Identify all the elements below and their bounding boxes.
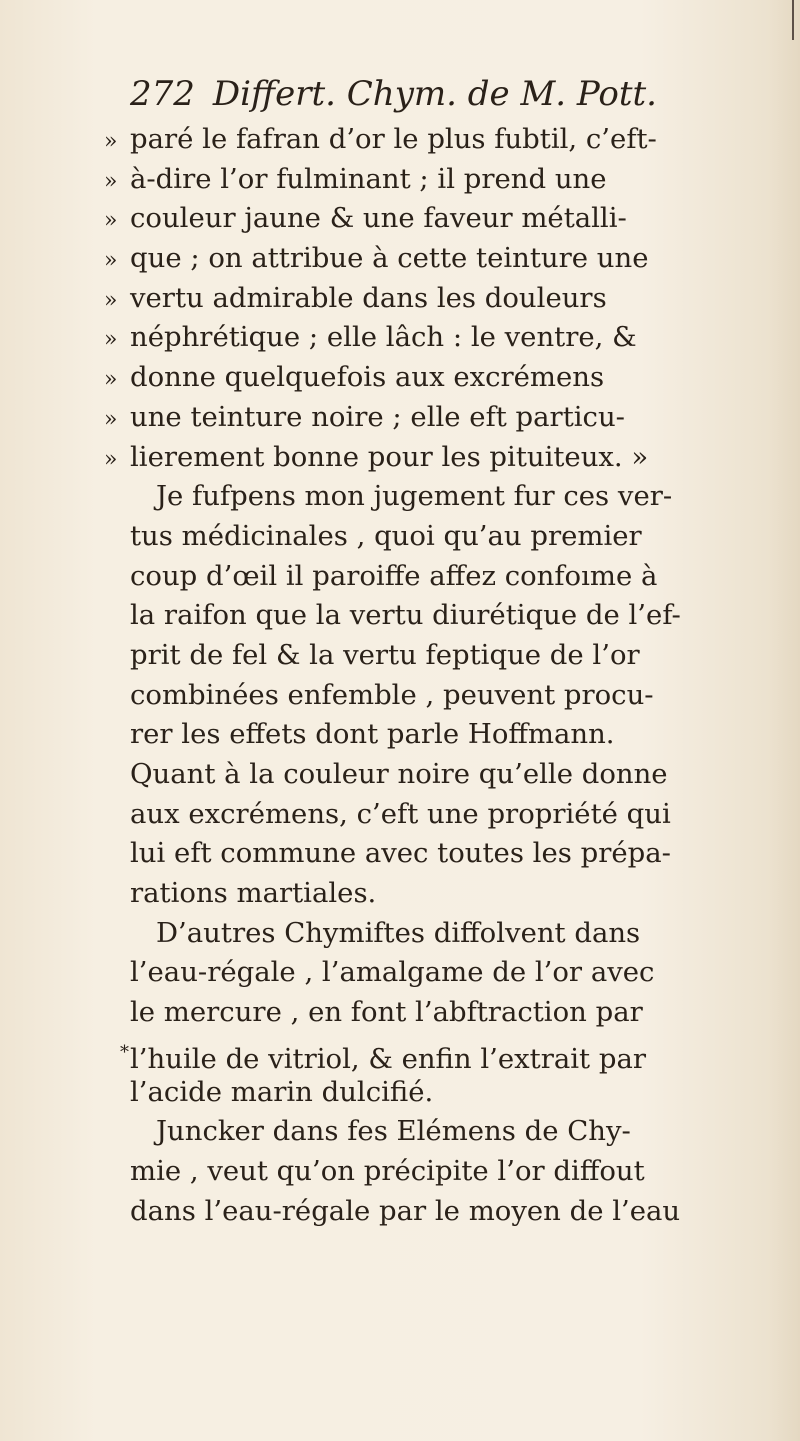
- text-line: [130, 596, 730, 636]
- text-line: [130, 557, 730, 597]
- text-line: [120, 1033, 730, 1075]
- line-text: à-dire l’or fulminant ; il prend une: [130, 162, 607, 195]
- line-text: néphrétique ; elle lâch : le ventre, &: [130, 321, 637, 354]
- quote-mark: »: [104, 367, 118, 393]
- text-line: [130, 993, 730, 1033]
- text-line: [130, 795, 730, 835]
- text-line: [130, 517, 730, 557]
- line-text: Juncker dans fes Elémens de Chy-: [156, 1115, 631, 1148]
- quote-mark: »: [104, 208, 118, 234]
- text-line: [130, 953, 730, 993]
- line-text: prit de fel & la vertu feptique de l’or: [130, 638, 640, 671]
- line-text: rations martiales.: [130, 877, 377, 910]
- quote-mark: »: [104, 406, 118, 432]
- line-text: aux excrémens, c’eft une propriété qui: [130, 797, 671, 830]
- text-line: [104, 438, 730, 478]
- text-line: [130, 1152, 730, 1192]
- line-text: Quant à la couleur noire qu’elle donne: [130, 758, 668, 790]
- running-title: Differt. Chym. de M. Pott.: [212, 74, 657, 114]
- text-line: [104, 199, 730, 239]
- line-text: l’acide marin dulcifié.: [130, 1075, 434, 1108]
- line-text: dans l’eau-régale par le moyen de l’eau: [130, 1194, 681, 1227]
- line-text: lierement bonne pour les pituiteux. »: [130, 440, 649, 473]
- line-text: rer les effets dont parle Hoffmann.: [130, 718, 615, 751]
- line-text: donne quelquefois aux excrémens: [130, 361, 605, 394]
- line-text: paré le fafran d’or le plus fubtil, c’eft-: [130, 123, 657, 155]
- running-header: [130, 70, 730, 118]
- text-line: [104, 279, 730, 319]
- line-text: que ; on attribue à cette teinture une: [130, 242, 649, 275]
- text-line: [104, 160, 730, 200]
- text-line: [130, 1112, 730, 1152]
- quote-mark: »: [104, 248, 118, 274]
- page-number: 272: [130, 74, 195, 114]
- line-text: mie , veut qu’on précipite l’or diffout: [130, 1154, 645, 1187]
- line-text: une teinture noire ; elle eft particu-: [130, 400, 625, 433]
- page-edge-line: [792, 0, 794, 40]
- line-text: Je fufpens mon jugement fur ces ver-: [156, 480, 673, 513]
- line-text: l’eau-régale , l’amalgame de l’or avec: [130, 956, 655, 989]
- text-line: [130, 755, 730, 795]
- quote-mark: »: [104, 327, 118, 353]
- text-line: [130, 636, 730, 676]
- line-text: lui eft commune avec toutes les prépa-: [130, 837, 671, 870]
- quote-mark: »: [104, 287, 118, 313]
- line-text: tus médicinales , quoi qu’au premier: [130, 519, 642, 552]
- text-line: [104, 120, 730, 160]
- text-line: [130, 834, 730, 874]
- text-line: [130, 477, 730, 517]
- line-text: coup d’œil il paroiffe affez confoıme à: [130, 559, 658, 592]
- line-text: la raifon que la vertu diurétique de l’ef-: [130, 599, 681, 632]
- text-line: [130, 676, 730, 716]
- line-text: D’autres Chymiftes diffolvent dans: [156, 916, 641, 949]
- body-text: [104, 120, 730, 1231]
- text-line: [130, 1073, 730, 1113]
- quote-mark: »: [104, 446, 118, 472]
- line-text: combinées enfemble , peuvent procu-: [130, 678, 654, 711]
- line-text: vertu admirable dans les douleurs: [130, 281, 607, 314]
- quote-mark: »: [104, 129, 118, 154]
- footnote-mark: *: [120, 1041, 129, 1063]
- text-line: [104, 358, 730, 398]
- line-text: le mercure , en font l’abftraction par: [130, 996, 643, 1029]
- text-line: [130, 1192, 730, 1232]
- text-line: [104, 318, 730, 358]
- text-line: [130, 715, 730, 755]
- line-text: l’huile de vitriol, & enfin l’extrait par: [130, 1042, 646, 1075]
- text-line: [130, 914, 730, 954]
- line-text: couleur jaune & une faveur métalli-: [130, 202, 627, 235]
- text-line: [104, 398, 730, 438]
- text-line: [130, 874, 730, 914]
- text-line: [104, 239, 730, 279]
- quote-mark: »: [104, 168, 118, 194]
